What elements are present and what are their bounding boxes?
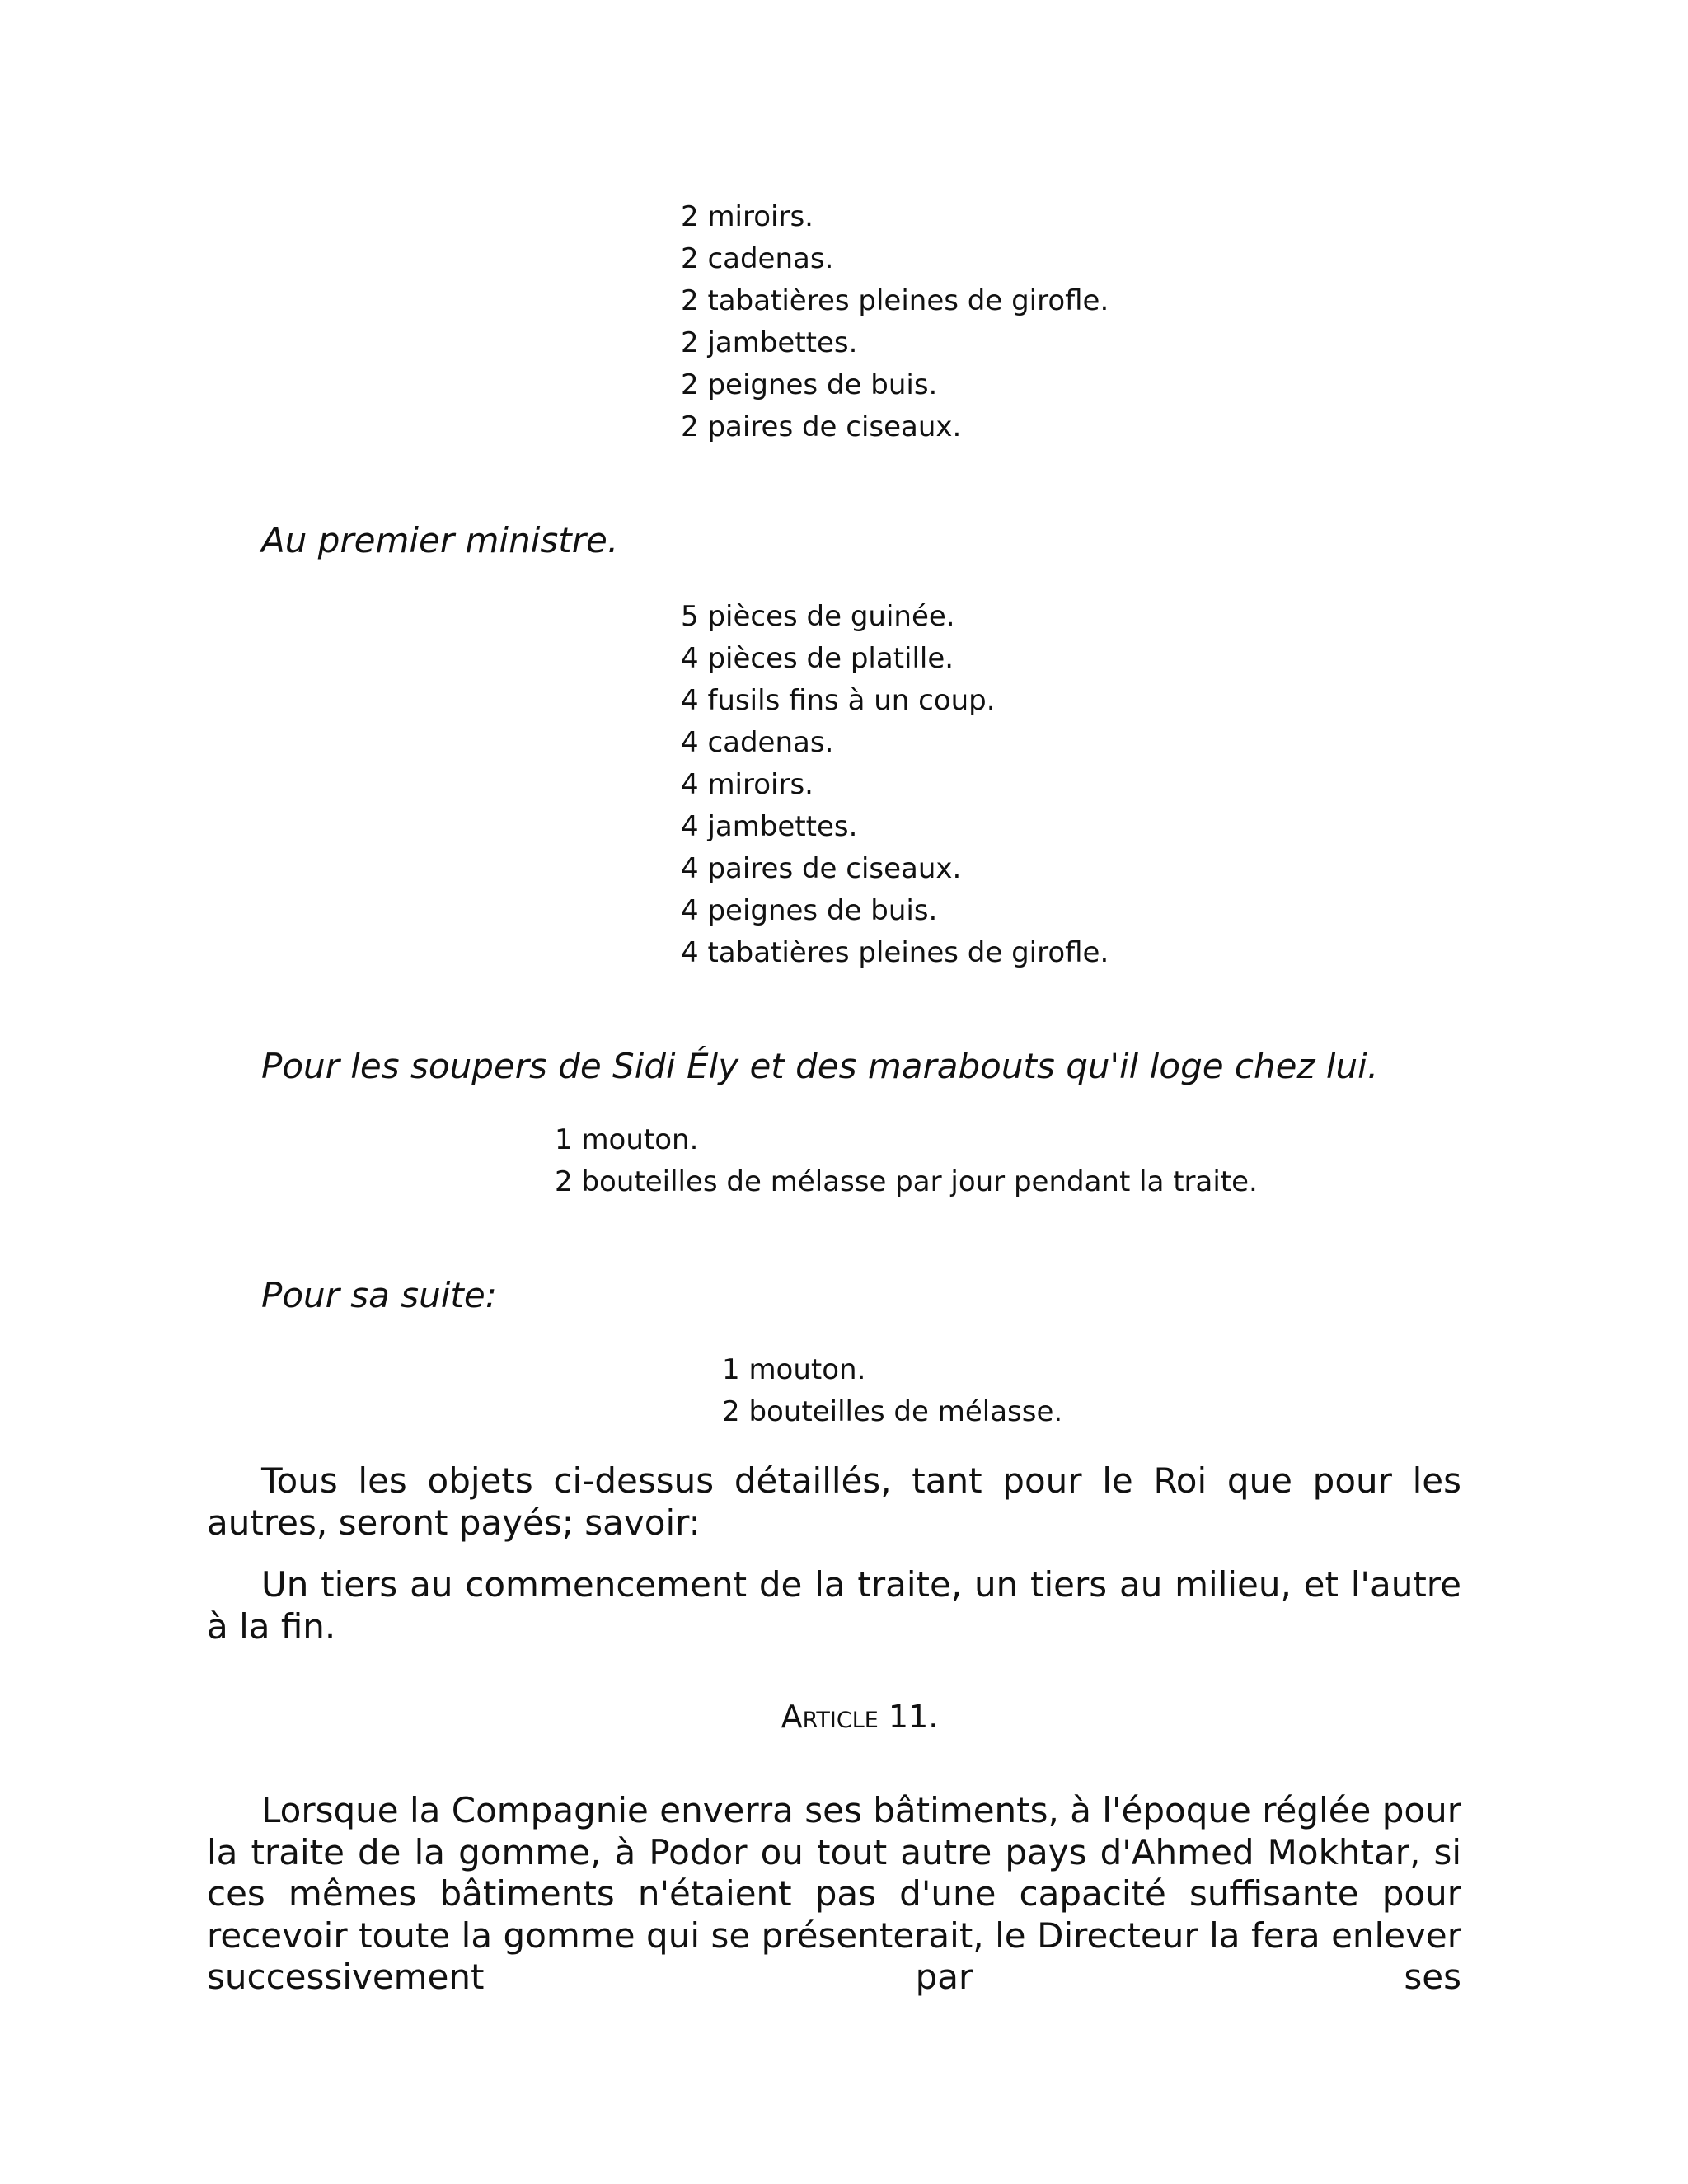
list-item: 1 mouton. — [555, 1123, 699, 1156]
list-item: 4 miroirs. — [681, 768, 814, 801]
list-item: 4 paires de ciseaux. — [681, 852, 962, 885]
list-item: 2 bouteilles de mélasse par jour pendant la traite. — [555, 1165, 1258, 1198]
list-item: 5 pièces de guinée. — [681, 600, 955, 633]
gift-list-ministre — [681, 596, 1109, 974]
gift-list-roi — [681, 196, 1109, 448]
list-item: 4 pièces de platille. — [681, 642, 954, 675]
gift-list-suite — [722, 1349, 1062, 1433]
paragraph-article-11: Lorsque la Compagnie enverra ses bâtiments, à l'époque réglée pour la traite de la gomme, à Podor ou tout autre pays d'Ahmed Mokhtar, si ces mêmes bâtiments n'étaient pas d'une capacité suffisante pour recevoir toute la gomme qui se présenterait, le Directeur la fera enlever successivement par ses — [207, 1790, 1461, 1997]
list-item: 2 miroirs. — [681, 200, 814, 233]
list-item: 2 tabatières pleines de girofle. — [681, 284, 1109, 317]
heading-suite: Pour sa suite: — [261, 1275, 497, 1315]
list-item: 4 jambettes. — [681, 810, 858, 843]
list-item: 4 tabatières pleines de girofle. — [681, 936, 1109, 969]
gift-list-soupers — [555, 1119, 1258, 1203]
article-title: Article 11. — [781, 1699, 939, 1735]
paragraph-objets: Tous les objets ci-dessus détaillés, tant pour le Roi que pour les autres, seront payés; savoir: — [207, 1460, 1461, 1543]
heading-soupers: Pour les soupers de Sidi Ély et des marabouts qu'il loge chez lui. — [261, 1046, 1379, 1086]
list-item: 2 cadenas. — [681, 242, 834, 275]
list-item: 4 cadenas. — [681, 726, 834, 759]
list-item: 4 peignes de buis. — [681, 894, 938, 927]
list-item: 4 fusils fins à un coup. — [681, 684, 996, 717]
list-item: 1 mouton. — [722, 1353, 866, 1386]
list-item: 2 jambettes. — [681, 326, 858, 359]
heading-premier-ministre: Au premier ministre. — [261, 520, 619, 560]
list-item: 2 peignes de buis. — [681, 368, 938, 401]
list-item: 2 bouteilles de mélasse. — [722, 1395, 1063, 1428]
list-item: 2 paires de ciseaux. — [681, 410, 962, 443]
paragraph-tiers: Un tiers au commencement de la traite, un tiers au milieu, et l'autre à la fin. — [207, 1564, 1461, 1647]
